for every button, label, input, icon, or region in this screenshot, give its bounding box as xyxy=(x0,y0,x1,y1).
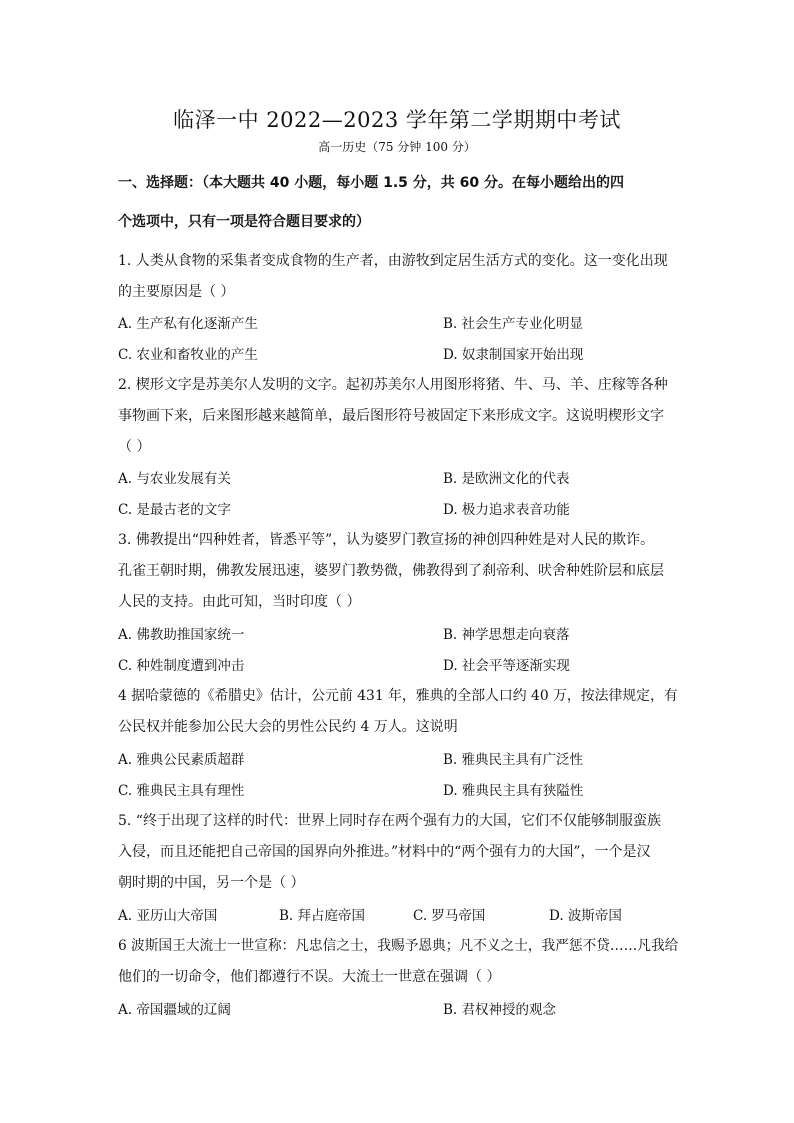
question-2-line-2: 事物画下来，后来图形越来越简单，最后图形符号被固定下来形成文字。这说明楔形文字 xyxy=(118,408,664,424)
question-3-option-c: C. 种姓制度遭到冲击 xyxy=(118,658,245,674)
question-1-line-1: 1. 人类从食物的采集者变成食物的生产者，由游牧到定居生活方式的变化。这一变化出现 xyxy=(118,253,668,269)
question-5-line-3: 朝时期的中国，另一个是（ ） xyxy=(118,875,305,891)
question-3-option-a: A. 佛教助推国家统一 xyxy=(118,627,245,643)
question-4-option-b: B. 雅典民主具有广泛性 xyxy=(443,752,584,768)
question-6-line-2: 他们的一切命令，他们都遵行不误。大流士一世意在强调（ ） xyxy=(118,969,501,985)
question-4-option-c: C. 雅典民主具有理性 xyxy=(118,783,245,799)
question-6-option-a: A. 帝国疆域的辽阔 xyxy=(118,1002,231,1018)
section-heading-line-2: 个选项中，只有一项是符合题目要求的） xyxy=(118,214,370,230)
question-3-line-1: 3. 佛教提出“四种姓者，皆悉平等”，认为婆罗门教宣扬的神创四种姓是对人民的欺诈。 xyxy=(118,532,655,548)
question-1-option-d: D. 奴隶制国家开始出现 xyxy=(443,347,584,363)
question-1-option-b: B. 社会生产专业化明显 xyxy=(443,316,584,332)
question-5-option-d: D. 波斯帝国 xyxy=(549,908,622,924)
question-5-option-c: C. 罗马帝国 xyxy=(413,908,486,924)
question-2-option-d: D. 极力追求表音功能 xyxy=(443,502,570,518)
question-2-line-3: （ ） xyxy=(118,439,151,455)
page-title: 临泽一中 2022—2023 学年第二学期期中考试 xyxy=(173,108,621,132)
question-6-line-1: 6 波斯国王大流士一世宣称：凡忠信之士，我赐予恩典；凡不义之士，我严惩不贷……凡我给 xyxy=(118,938,679,954)
question-3-option-b: B. 神学思想走向衰落 xyxy=(443,627,570,643)
question-5-option-b: B. 拜占庭帝国 xyxy=(279,908,366,924)
section-heading-line-1: 一、选择题：（本大题共 40 小题，每小题 1.5 分，共 60 分。在每小题给出的四 xyxy=(118,175,625,191)
question-4-option-d: D. 雅典民主具有狭隘性 xyxy=(443,783,584,799)
question-1-option-c: C. 农业和畜牧业的产生 xyxy=(118,347,258,363)
question-2-option-c: C. 是最古老的文字 xyxy=(118,502,231,518)
question-5-line-1: 5. “终于出现了这样的时代：世界上同时存在两个强有力的大国，它们不仅能够制服蛮族 xyxy=(118,813,661,829)
page-subtitle: 高一历史（75 分钟 100 分） xyxy=(318,140,476,154)
question-3-line-3: 人民的支持。由此可知，当时印度（ ） xyxy=(118,594,361,610)
question-1-line-2: 的主要原因是（ ） xyxy=(118,284,235,300)
question-6-option-b: B. 君权神授的观念 xyxy=(443,1002,557,1018)
question-5-line-2: 入侵，而且还能把自己帝国的国界向外推进。”材料中的“两个强有力的大国”，一个是汉 xyxy=(118,844,651,860)
question-1-option-a: A. 生产私有化逐渐产生 xyxy=(118,316,258,332)
question-4-line-2: 公民权并能参加公民大会的男性公民约 4 万人。这说明 xyxy=(118,719,458,735)
question-2-line-1: 2. 楔形文字是苏美尔人发明的文字。起初苏美尔人用图形将猪、牛、马、羊、庄稼等各种 xyxy=(118,377,668,393)
question-4-option-a: A. 雅典公民素质超群 xyxy=(118,752,245,768)
question-3-option-d: D. 社会平等逐渐实现 xyxy=(443,658,570,674)
question-3-line-2: 孔雀王朝时期，佛教发展迅速，婆罗门教势微，佛教得到了刹帝利、吠舍种姓阶层和底层 xyxy=(118,563,664,579)
question-4-line-1: 4 据哈蒙德的《希腊史》估计，公元前 431 年，雅典的全部人口约 40 万，按法律规定，有 xyxy=(118,688,678,704)
question-5-option-a: A. 亚历山大帝国 xyxy=(118,908,218,924)
question-2-option-b: B. 是欧洲文化的代表 xyxy=(443,471,570,487)
question-2-option-a: A. 与农业发展有关 xyxy=(118,471,231,487)
